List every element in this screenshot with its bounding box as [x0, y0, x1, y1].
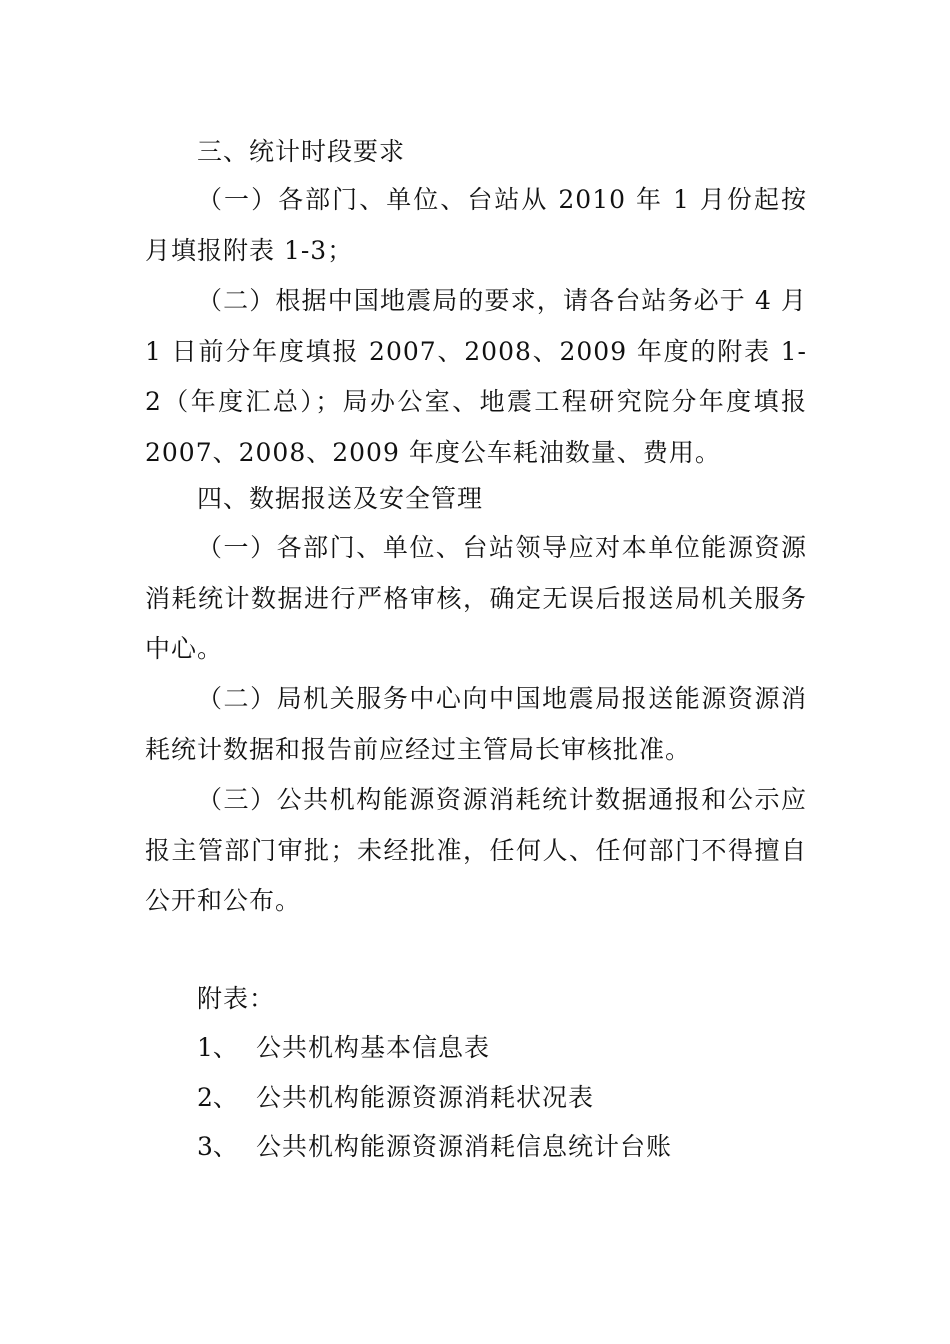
- section-4-item-1: （一）各部门、单位、台站领导应对本单位能源资源消耗统计数据进行严格审核，确定无误后报送局机关服务中心。: [145, 533, 807, 663]
- section-3-item-1: （一）各部门、单位、台站从 2010 年 1 月份起按月填报附表 1-3；: [145, 185, 807, 265]
- section-4-item-3: （三）公共机构能源资源消耗统计数据通报和公示应报主管部门审批；未经批准，任何人、任何部门不得擅自公开和公布。: [145, 785, 807, 915]
- section-3-item-2: （二）根据中国地震局的要求，请各台站务必于 4 月 1 日前分年度填报 2007、2008、2009 年度的附表 1-2（年度汇总）；局办公室、地震工程研究院分年度填报 2007、2008、2009 年度公车耗油数量、费用。: [145, 286, 807, 467]
- attachment-title: 公共机构能源资源消耗状况表: [256, 1083, 595, 1112]
- attachment-number: 3、: [197, 1132, 238, 1161]
- section-3-heading: 三、统计时段要求: [197, 137, 406, 166]
- attachments-label: 附表：: [197, 984, 276, 1013]
- attachment-number: 2、: [197, 1083, 238, 1112]
- section-4-heading: 四、数据报送及安全管理: [197, 484, 484, 513]
- section-4-item-2: （二）局机关服务中心向中国地震局报送能源资源消耗统计数据和报告前应经过主管局长审核批准。: [145, 684, 807, 764]
- attachment-title: 公共机构基本信息表: [256, 1033, 491, 1062]
- attachment-title: 公共机构能源资源消耗信息统计台账: [256, 1132, 673, 1161]
- attachment-number: 1、: [197, 1033, 238, 1062]
